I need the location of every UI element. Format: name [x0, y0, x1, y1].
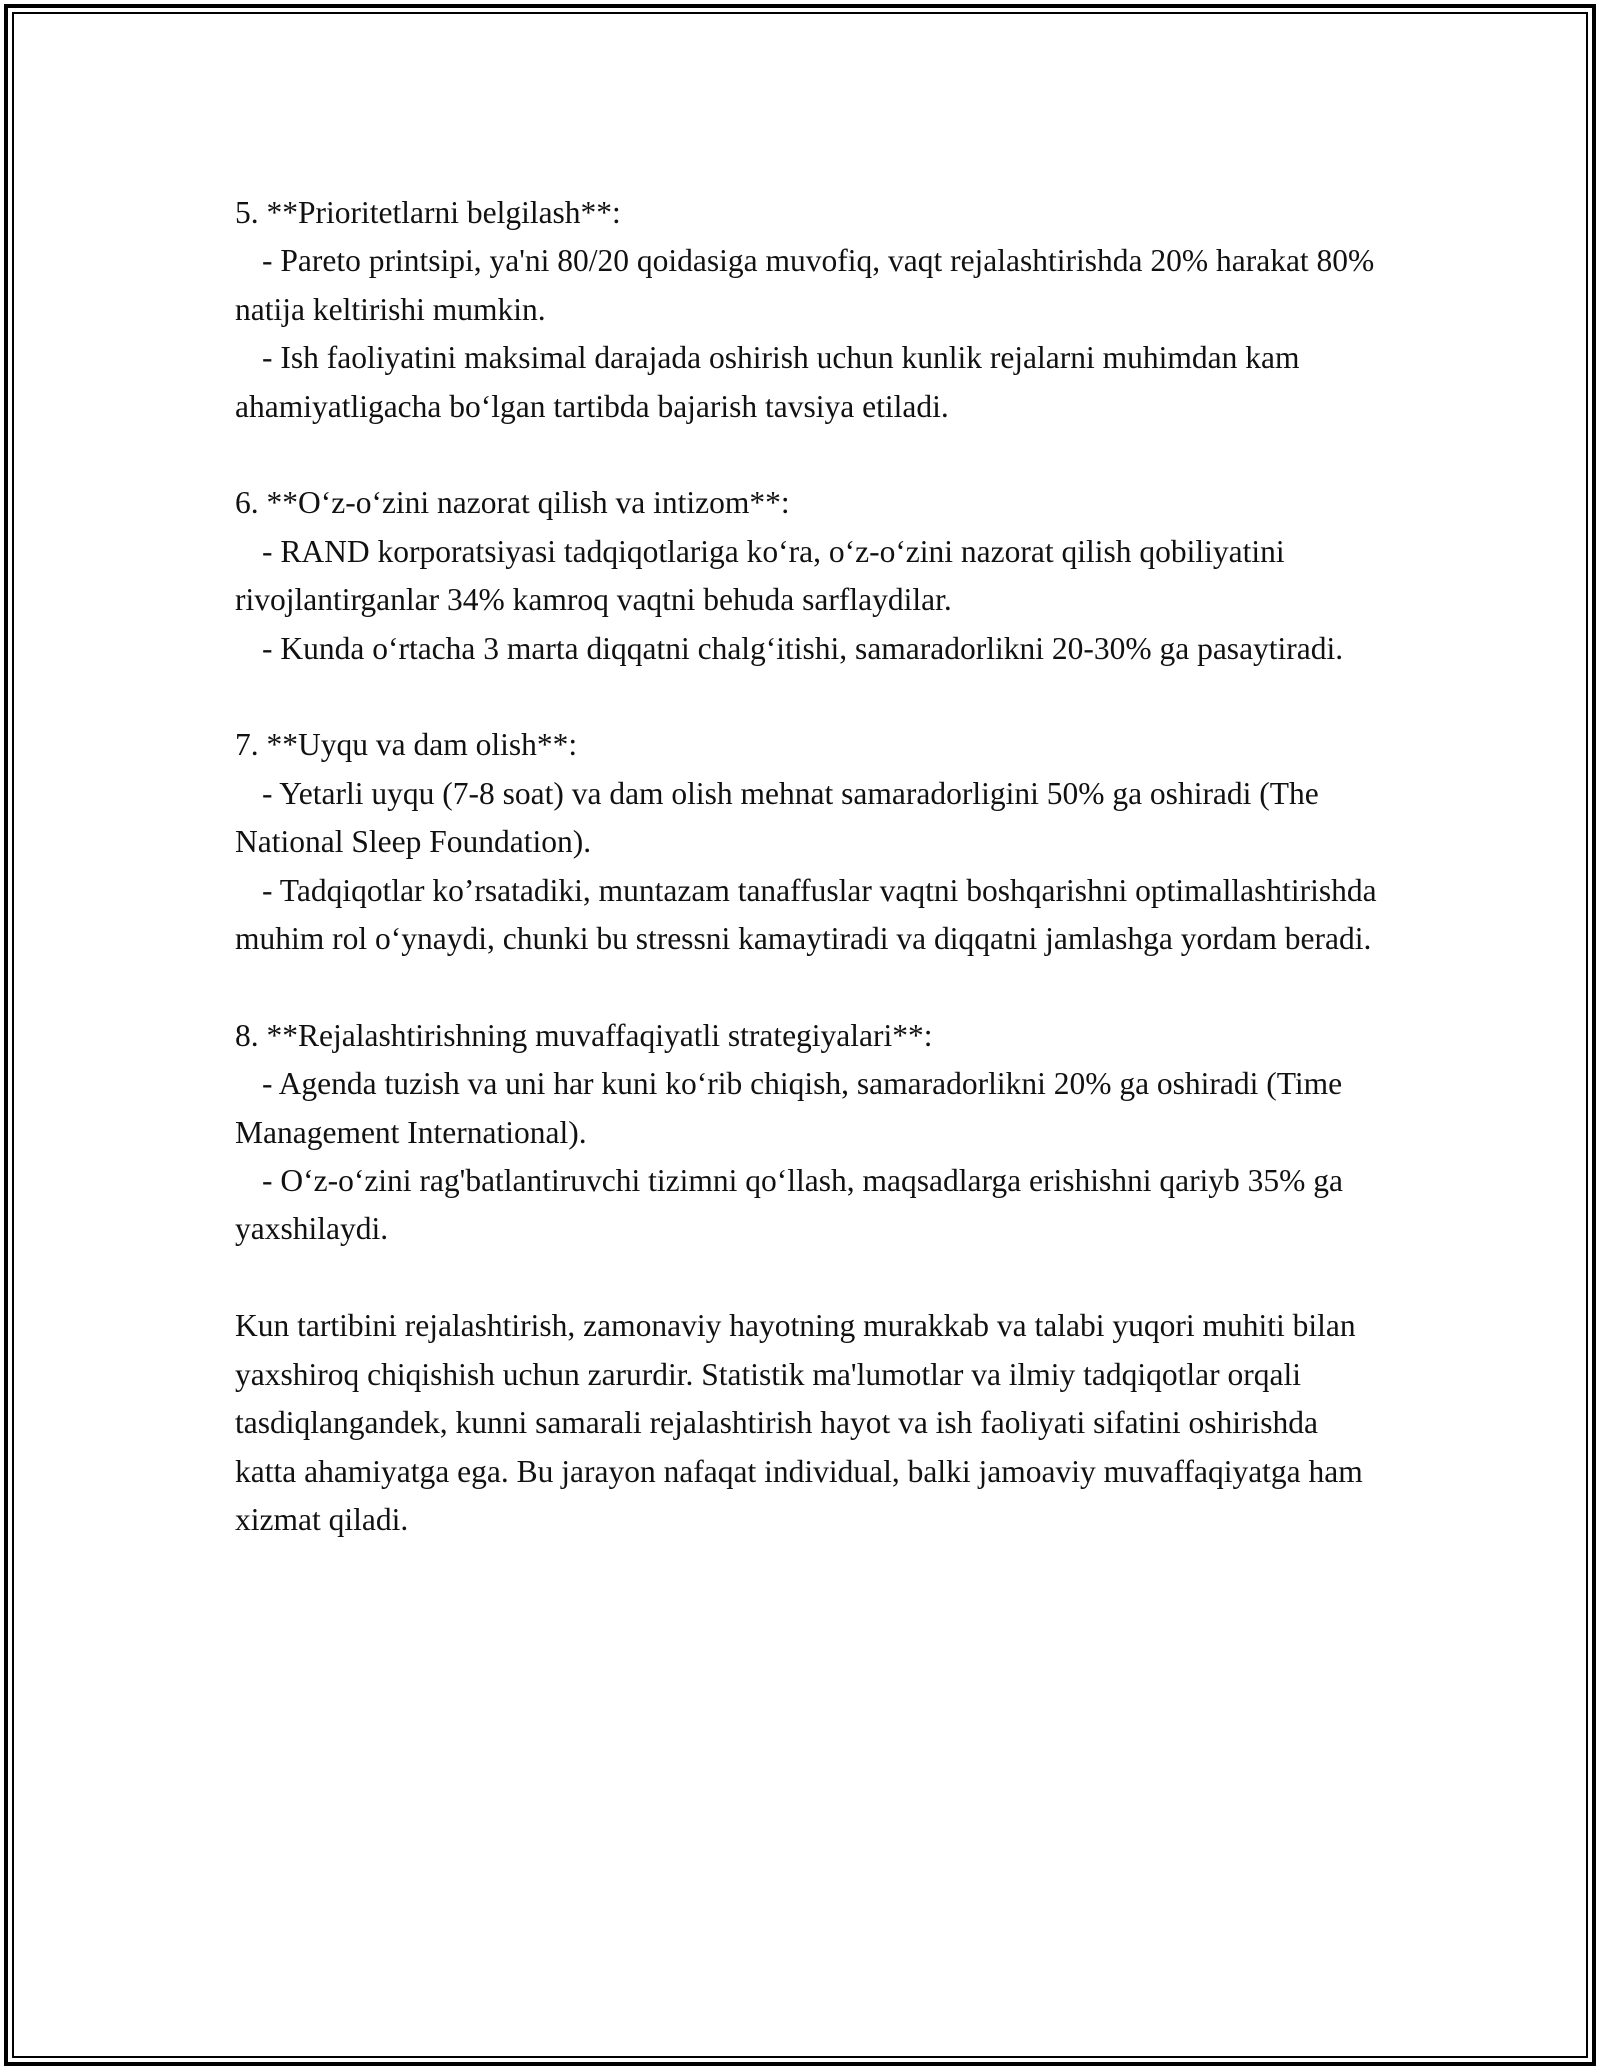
section-heading: 6. **O‘z-o‘zini nazorat qilish va intizom**:: [235, 485, 790, 521]
bullet-item: - Kunda o‘rtacha 3 marta diqqatni chalg‘itishi, samaradorlikni 20-30% ga pasaytiradi.: [262, 630, 1344, 666]
bullet-item: - Pareto printsipi, ya'ni 80/20 qoidasiga muvofiq, vaqt rejalashtirishda 20% harakat 80% natija keltirishi mumkin.: [235, 243, 1375, 327]
bullet-item: - Tadqiqotlar ko’rsatadiki, muntazam tanaffuslar vaqtni boshqarishni optimallashtirishda muhim rol o‘ynaydi, chunki bu stressni kamaytiradi va diqqatni jamlashga yordam beradi.: [235, 872, 1377, 957]
bullet-item: - Agenda tuzish va uni har kuni ko‘rib chiqish, samaradorlikni 20% ga oshiradi (Time Management International).: [235, 1066, 1343, 1150]
section-heading: 5. **Prioritetlarni belgilash**:: [235, 195, 621, 230]
bullet-item: - Ish faoliyatini maksimal darajada oshirish uchun kunlik rejalarni muhimdan kam ahamiyatligacha bo‘lgan tartibda bajarish tavsiya etiladi.: [235, 340, 1300, 424]
bullet-item: - O‘z-o‘zini rag'batlantiruvchi tizimni qo‘llash, maqsadlarga erishishni qariyb 35% ga yaxshilaydi.: [235, 1163, 1344, 1247]
section-heading: 8. **Rejalashtirishning muvaffaqiyatli strategiyalari**:: [235, 1017, 933, 1053]
section-self-control: [235, 479, 1385, 673]
section-prioritization: [235, 189, 1385, 431]
bullet-item: - Yetarli uyqu (7-8 soat) va dam olish mehnat samaradorligini 50% ga oshiradi (The National Sleep Foundation).: [235, 775, 1319, 860]
section-sleep-rest: [235, 721, 1385, 963]
conclusion-paragraph: Kun tartibini rejalashtirish, zamonaviy hayotning murakkab va talabi yuqori muhiti bilan yaxshiroq chiqishish uchun zarurdir. Statistik ma'lumotlar va ilmiy tadqiqotlar orqali tasdiqlangandek, kunni samarali rejalashtirish hayot va ish faoliyati sifatini oshirishda katta ahamiyatga ega. Bu jarayon nafaqat individual, balki jamoaviy muvaffaqiyatga ham xizmat qiladi.: [235, 1308, 1363, 1537]
section-planning-strategies: [235, 1012, 1385, 1254]
section-heading: 7. **Uyqu va dam olish**:: [235, 727, 578, 763]
document-body: [235, 189, 1385, 1544]
bullet-item: - RAND korporatsiyasi tadqiqotlariga ko‘ra, o‘z-o‘zini nazorat qilish qobiliyatini rivojlantirganlar 34% kamroq vaqtni behuda sarflaydilar.: [235, 533, 1285, 618]
